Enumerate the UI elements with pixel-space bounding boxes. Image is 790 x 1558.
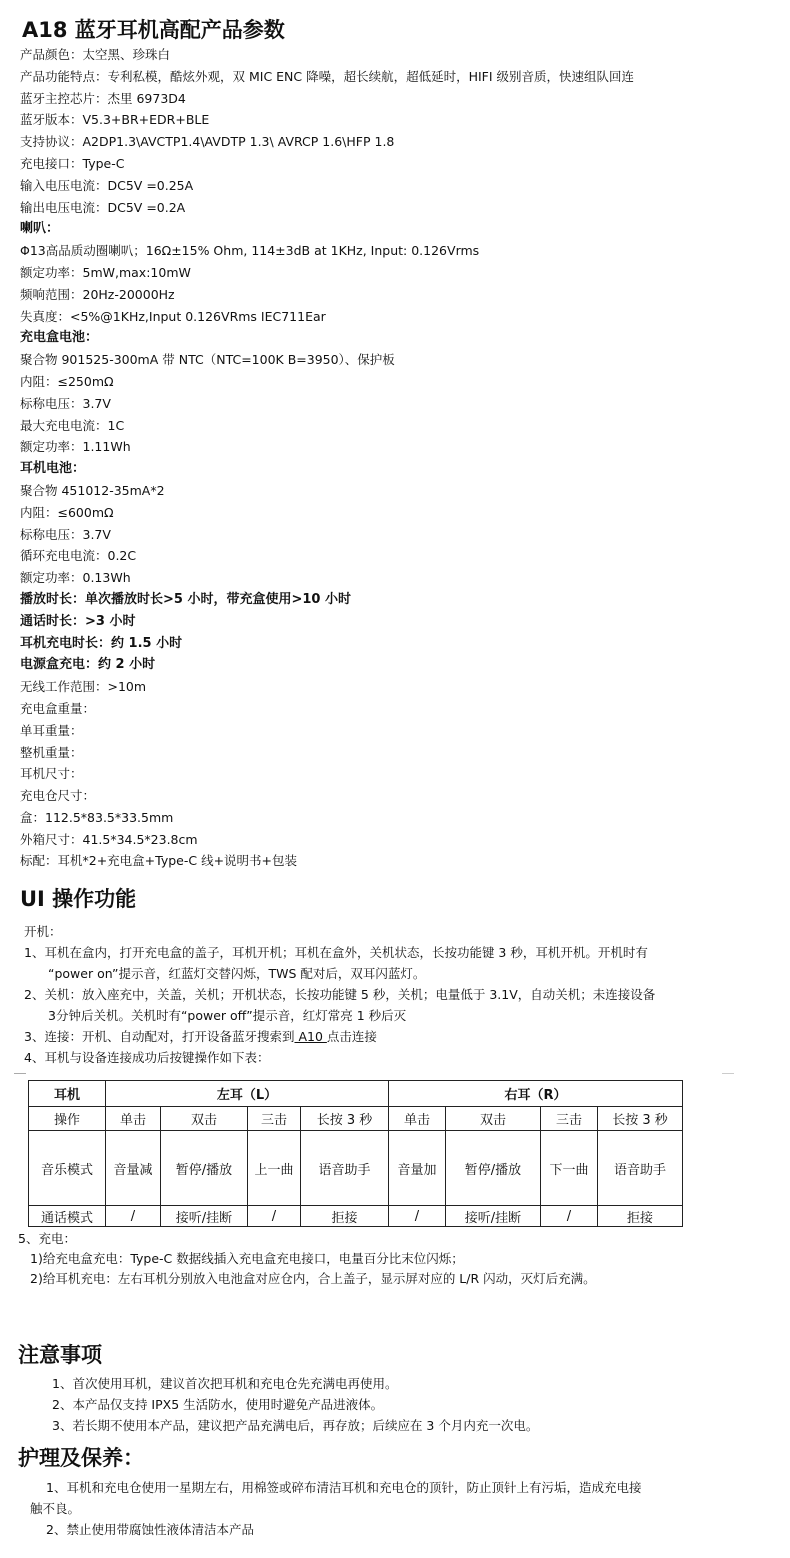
spec-line: 蓝牙版本：V5.3+BR+EDR+BLE bbox=[20, 112, 210, 128]
spec-line: 无线工作范围：>10m bbox=[20, 679, 147, 695]
table-cell: 上一曲 bbox=[248, 1131, 301, 1206]
charging-heading: 5、充电： bbox=[18, 1231, 76, 1246]
table-cell: 单击 bbox=[389, 1107, 446, 1131]
care-item: 触不良。 bbox=[30, 1501, 81, 1516]
spec-line: 支持协议：A2DP1.3\AVCTP1.4\AVDTP 1.3\ AVRCP 1.6\HFP 1.8 bbox=[20, 134, 395, 150]
spec-line: 标称电压：3.7V bbox=[20, 395, 111, 411]
spec-line: 喇叭： bbox=[20, 221, 60, 237]
spec-line: 最大充电电流：1C bbox=[20, 417, 125, 433]
op-line: “power on”提示音，红蓝灯交替闪烁，TWS 配对后，双耳闪蓝灯。 bbox=[48, 966, 426, 981]
table-cell: 通话模式 bbox=[29, 1206, 106, 1227]
table-cell: 音量加 bbox=[389, 1131, 446, 1206]
op-line bbox=[22, 1026, 655, 1047]
header-left-ear: 左耳（L） bbox=[106, 1081, 389, 1107]
table-row bbox=[29, 1107, 683, 1131]
spec-line: Φ13高品质动圈喇叭；16Ω±15% Ohm, 114±3dB at 1KHz, Input: 0.126Vrms bbox=[20, 243, 480, 259]
device-name: A10 bbox=[294, 1029, 327, 1044]
spec-line: 蓝牙主控芯片：杰里 6973D4 bbox=[20, 90, 186, 106]
spec-line: 额定功率：5mW,max:10mW bbox=[20, 264, 191, 280]
spec-line: 外箱尺寸：41.5*34.5*23.8cm bbox=[20, 831, 198, 847]
table-cell: / bbox=[541, 1206, 598, 1227]
button-operation-table bbox=[28, 1080, 683, 1227]
table-cell: 下一曲 bbox=[541, 1131, 598, 1206]
charging-section bbox=[18, 1229, 596, 1289]
corner-mark bbox=[722, 1073, 734, 1079]
table-cell: / bbox=[389, 1206, 446, 1227]
spec-line: 内阻：≤600mΩ bbox=[20, 504, 114, 520]
table-cell: / bbox=[106, 1206, 161, 1227]
notes-list bbox=[52, 1373, 538, 1436]
op-text: 点击连接 bbox=[326, 1029, 377, 1044]
spec-line: 额定功率：1.11Wh bbox=[20, 439, 131, 455]
spec-line: 输出电压电流：DC5V =0.2A bbox=[20, 199, 186, 215]
table-cell: 双击 bbox=[446, 1107, 541, 1131]
care-item: 2、禁止使用带腐蚀性液体清洁本产品 bbox=[46, 1522, 254, 1537]
ui-section-title: UI 操作功能 bbox=[20, 887, 137, 911]
spec-line: 单耳重量： bbox=[20, 722, 83, 738]
table-row bbox=[29, 1131, 683, 1206]
table-cell: 双击 bbox=[161, 1107, 248, 1131]
charging-line: 1)给充电盒充电：Type-C 数据线插入充电盒充电接口，电量百分比末位闪烁； bbox=[30, 1251, 464, 1266]
table-cell: 音乐模式 bbox=[29, 1131, 106, 1206]
header-earphone: 耳机 bbox=[29, 1081, 106, 1107]
page-title: A18 蓝牙耳机高配产品参数 bbox=[22, 18, 285, 42]
spec-line: 聚合物 901525-300mA 带 NTC（NTC=100K B=3950）、保护板 bbox=[20, 352, 395, 368]
spec-line: 电源盒充电：约 2 小时 bbox=[20, 657, 156, 673]
spec-line: 充电仓尺寸： bbox=[20, 788, 96, 804]
table-cell: 三击 bbox=[248, 1107, 301, 1131]
op-line: 4、耳机与设备连接成功后按键操作如下表： bbox=[24, 1050, 270, 1065]
table-cell: / bbox=[248, 1206, 301, 1227]
spec-line: 聚合物 451012-35mA*2 bbox=[20, 482, 165, 498]
spec-line: 产品颜色：太空黑、珍珠白 bbox=[20, 47, 171, 62]
charging-line: 2)给耳机充电：左右耳机分别放入电池盒对应仓内，合上盖子，显示屏对应的 L/R 闪动，灭灯后充满。 bbox=[30, 1271, 596, 1286]
op-line: 1、耳机在盒内，打开充电盒的盖子，耳机开机；耳机在盒外，关机状态，长按功能键 3 秒，耳机开机。开机时有 bbox=[24, 945, 648, 960]
table-cell: 长按 3 秒 bbox=[301, 1107, 389, 1131]
spec-line: 盒：112.5*83.5*33.5mm bbox=[20, 809, 174, 825]
table-cell: 三击 bbox=[541, 1107, 598, 1131]
table-row bbox=[29, 1206, 683, 1227]
table-cell: 音量减 bbox=[106, 1131, 161, 1206]
spec-line: 产品功能特点：专利私模，酷炫外观，双 MIC ENC 降噪，超长续航，超低延时，HIFI 级别音质，快速组队回连 bbox=[20, 68, 635, 84]
power-on-heading: 开机： bbox=[24, 924, 62, 939]
spec-line: 额定功率：0.13Wh bbox=[20, 570, 131, 586]
spec-line: 频响范围：20Hz-20000Hz bbox=[20, 286, 175, 302]
table-cell: 拒接 bbox=[598, 1206, 683, 1227]
note-item: 2、本产品仅支持 IPX5 生活防水，使用时避免产品进液体。 bbox=[52, 1397, 384, 1412]
spec-line: 输入电压电流：DC5V =0.25A bbox=[20, 177, 194, 193]
care-list bbox=[30, 1477, 641, 1540]
table-cell: 暂停/播放 bbox=[446, 1131, 541, 1206]
table-cell: 长按 3 秒 bbox=[598, 1107, 683, 1131]
table-cell: 接听/挂断 bbox=[446, 1206, 541, 1227]
care-title: 护理及保养： bbox=[18, 1446, 144, 1470]
spec-line: 内阻：≤250mΩ bbox=[20, 373, 114, 389]
notes-title: 注意事项 bbox=[18, 1343, 102, 1367]
spec-list bbox=[20, 44, 634, 872]
spec-line: 耳机充电时长：约 1.5 小时 bbox=[20, 635, 183, 651]
op-line: 2、关机：放入座充中，关盖，关机；开机状态，长按功能键 5 秒，关机；电量低于 3.1V，自动关机；未连接设备 bbox=[24, 987, 656, 1002]
spec-line: 耳机尺寸： bbox=[20, 766, 83, 782]
table-cell: 操作 bbox=[29, 1107, 106, 1131]
table-cell: 语音助手 bbox=[301, 1131, 389, 1206]
spec-line: 充电盒重量： bbox=[20, 700, 96, 716]
care-item: 1、耳机和充电仓使用一星期左右，用棉签或碎布清洁耳机和充电仓的顶针，防止顶针上有污垢，造成充电接 bbox=[46, 1480, 642, 1495]
spec-line: 充电盒电池： bbox=[20, 330, 99, 346]
spec-line: 播放时长：单次播放时长>5 小时，带充盒使用>10 小时 bbox=[20, 591, 351, 607]
spec-line: 整机重量： bbox=[20, 744, 83, 760]
spec-line: 循环充电电流：0.2C bbox=[20, 548, 137, 564]
table-cell: 语音助手 bbox=[598, 1131, 683, 1206]
table-cell: 暂停/播放 bbox=[161, 1131, 248, 1206]
note-item: 1、首次使用耳机，建议首次把耳机和充电仓先充满电再使用。 bbox=[52, 1376, 398, 1391]
note-item: 3、若长期不使用本产品，建议把产品充满电后，再存放；后续应在 3 个月内充一次电。 bbox=[52, 1418, 539, 1433]
header-right-ear: 右耳（R） bbox=[389, 1081, 683, 1107]
spec-line: 标称电压：3.7V bbox=[20, 526, 111, 542]
table-cell: 接听/挂断 bbox=[161, 1206, 248, 1227]
spec-line: 标配：耳机*2+充电盒+Type-C 线+说明书+包装 bbox=[20, 853, 298, 869]
corner-mark bbox=[14, 1073, 26, 1079]
table-cell: 拒接 bbox=[301, 1206, 389, 1227]
ui-operations bbox=[22, 921, 655, 1068]
op-line: 3分钟后关机。关机时有“power off”提示音，红灯常亮 1 秒后灭 bbox=[48, 1008, 407, 1023]
op-text: 3、连接：开机、自动配对，打开设备蓝牙搜索到 bbox=[24, 1029, 295, 1044]
spec-line: 充电接口：Type-C bbox=[20, 155, 125, 171]
spec-line: 耳机电池： bbox=[20, 461, 86, 477]
table-cell: 单击 bbox=[106, 1107, 161, 1131]
spec-line: 失真度：<5%@1KHz,Input 0.126VRms IEC711Ear bbox=[20, 308, 326, 324]
spec-line: 通话时长：>3 小时 bbox=[20, 613, 136, 629]
